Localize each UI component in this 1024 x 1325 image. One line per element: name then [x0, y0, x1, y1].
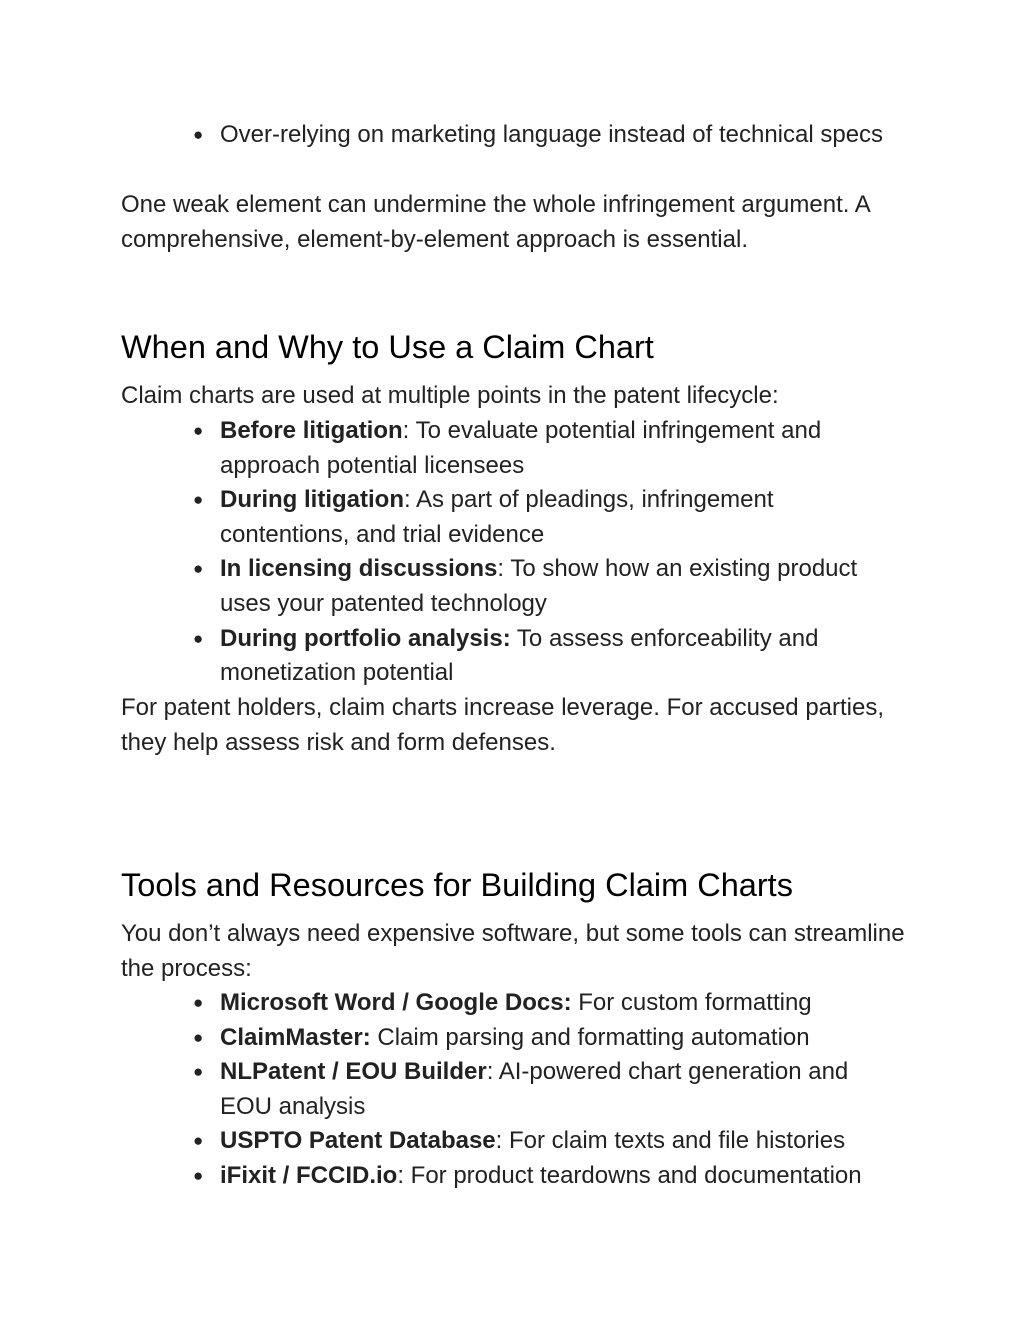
bullet-icon: ● — [193, 1165, 204, 1185]
list-item — [121, 1159, 890, 1194]
list-item-text: As part of pleadings, infringement contentions, and trial evidence — [220, 486, 774, 548]
list-item-sep: : — [403, 486, 411, 514]
list-item — [121, 986, 890, 1021]
intro-bullet-list — [121, 118, 921, 153]
list-item — [121, 1124, 890, 1159]
list-item-text: To assess enforceability and monetization potential — [220, 624, 819, 687]
bullet-icon: ● — [193, 993, 204, 1012]
bullet-icon: ● — [193, 1131, 204, 1151]
list-item — [121, 622, 890, 691]
bullet-icon: ● — [193, 490, 204, 510]
list-item — [121, 552, 890, 621]
list-item-text: For custom formatting — [571, 989, 812, 1016]
list-item-text: Over-relying on marketing language instead of technical specs — [220, 121, 884, 148]
list-item-term: USPTO Patent Database — [220, 1127, 496, 1155]
bullet-icon: ● — [193, 1062, 204, 1082]
list-item-sep: : — [402, 417, 410, 444]
bullet-icon: ● — [193, 628, 204, 648]
intro-paragraph: One weak element can undermine the whole infringement argument. A comprehensive, element-by-element approach is essential. — [121, 191, 870, 253]
list-item-text: To show how an existing product uses your patented technology — [220, 555, 858, 617]
list-item — [121, 414, 890, 483]
list-item-term: During litigation — [220, 486, 404, 514]
bullet-icon: ● — [193, 559, 204, 579]
list-item-text: For product teardowns and documentation — [404, 1161, 862, 1189]
section-when-outro: For patent holders, claim charts increase leverage. For accused parties, they help assess risk and form defenses. — [121, 694, 885, 756]
list-item-term: During portfolio analysis: — [220, 624, 511, 652]
list-item-sep: : — [495, 1127, 503, 1155]
section-when-bullet-list — [121, 414, 921, 691]
list-item-text: Claim parsing and formatting automation — [370, 1023, 810, 1051]
list-item-term: Before litigation — [220, 417, 403, 444]
section-tools-bullet-list — [121, 986, 921, 1194]
bullet-icon: ● — [193, 1027, 204, 1047]
list-item — [121, 118, 890, 153]
list-item-term: NLPatent / EOU Builder — [220, 1058, 487, 1086]
list-item-text: To evaluate potential infringement and approach potential licensees — [220, 417, 822, 479]
section-when-intro: Claim charts are used at multiple points in the patent lifecycle: — [121, 382, 779, 409]
list-item-sep: : — [397, 1161, 404, 1189]
section-tools-intro: You don’t always need expensive software, but some tools can streamline the process: — [121, 920, 905, 982]
list-item — [121, 1021, 890, 1056]
list-item-sep: : — [486, 1058, 494, 1086]
section-heading-tools: Tools and Resources for Building Claim Charts — [121, 867, 793, 903]
list-item-term: ClaimMaster: — [220, 1023, 371, 1051]
list-item — [121, 483, 890, 552]
list-item-sep: : — [497, 555, 505, 583]
list-item-term: iFixit / FCCID.io — [220, 1161, 398, 1189]
section-heading-when: When and Why to Use a Claim Chart — [121, 329, 654, 365]
list-item-term: Microsoft Word / Google Docs: — [220, 989, 572, 1016]
list-item — [121, 1055, 890, 1124]
bullet-icon: ● — [193, 421, 204, 440]
list-item-text: For claim texts and file histories — [502, 1127, 846, 1155]
list-item-text: AI-powered chart generation and EOU analysis — [220, 1058, 849, 1120]
bullet-icon: ● — [193, 125, 204, 144]
list-item-term: In licensing discussions — [220, 555, 498, 583]
